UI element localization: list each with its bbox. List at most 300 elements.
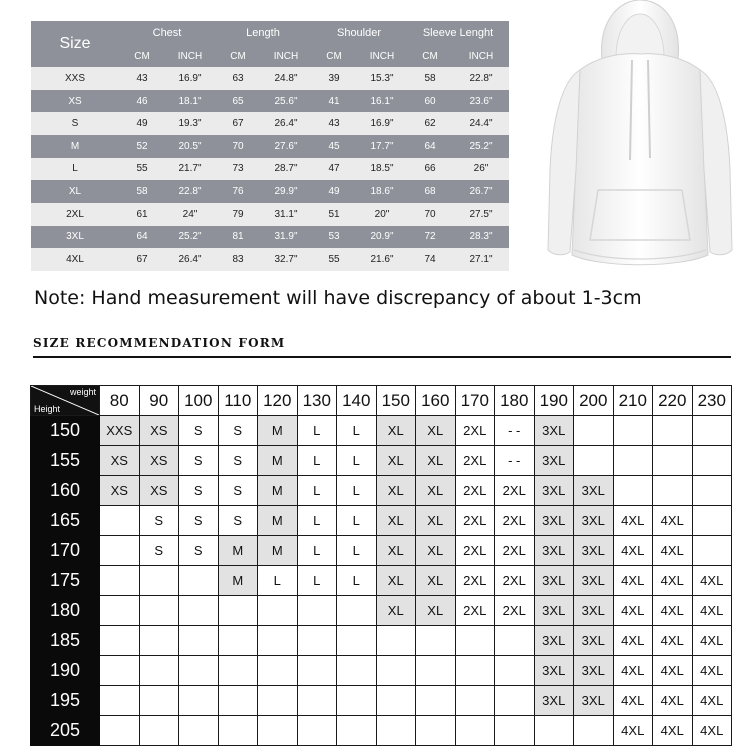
measurement-cell: 63 — [215, 67, 261, 90]
measurement-cell: 26.7" — [453, 180, 509, 203]
height-header: 180 — [31, 596, 100, 626]
measurement-cell: 18.6" — [357, 180, 407, 203]
weight-header: 90 — [139, 386, 179, 416]
size-recommendation-cell: - - — [495, 446, 535, 476]
measurement-cell: 64 — [119, 226, 165, 249]
recommendation-row — [31, 506, 732, 536]
size-recommendation-cell: 4XL — [613, 596, 653, 626]
size-recommendation-cell: XL — [376, 536, 416, 566]
size-recommendation-cell: 3XL — [574, 686, 614, 716]
measurement-cell: 18.5" — [357, 158, 407, 181]
size-recommendation-cell: 3XL — [534, 656, 574, 686]
size-recommendation-cell — [179, 716, 219, 746]
size-recommendation-cell — [297, 686, 337, 716]
unit-header: INCH — [357, 45, 407, 67]
size-recommendation-cell — [653, 476, 693, 506]
size-recommendation-cell — [297, 656, 337, 686]
size-recommendation-cell — [337, 626, 377, 656]
measurement-cell: 24.8" — [261, 67, 311, 90]
recommendation-row — [31, 656, 732, 686]
size-recommendation-cell — [337, 716, 377, 746]
size-recommendation-cell: L — [337, 506, 377, 536]
measurement-cell: 24.4" — [453, 112, 509, 135]
size-recommendation-cell — [139, 656, 179, 686]
weight-axis-label: weight — [69, 387, 96, 397]
size-recommendation-cell: XXS — [100, 416, 140, 446]
size-recommendation-cell: XS — [100, 476, 140, 506]
size-recommendation-cell: 2XL — [495, 506, 535, 536]
size-recommendation-cell — [574, 416, 614, 446]
measurement-cell: 20.9" — [357, 226, 407, 249]
size-recommendation-cell: 3XL — [534, 686, 574, 716]
size-recommendation-cell: XL — [376, 476, 416, 506]
size-recommendation-cell — [100, 716, 140, 746]
group-header-chest: Chest — [119, 21, 215, 45]
measurement-cell: 43 — [311, 112, 357, 135]
size-recommendation-cell: 3XL — [574, 656, 614, 686]
size-recommendation-cell — [337, 656, 377, 686]
size-recommendation-cell: XL — [416, 416, 456, 446]
size-recommendation-cell — [100, 656, 140, 686]
size-cell: 4XL — [31, 248, 119, 271]
size-recommendation-cell — [376, 626, 416, 656]
recommendation-row — [31, 446, 732, 476]
size-recommendation-cell — [139, 686, 179, 716]
weight-header: 180 — [495, 386, 535, 416]
size-recommendation-cell — [455, 656, 495, 686]
size-recommendation-cell — [218, 626, 258, 656]
recommendation-grid — [30, 385, 732, 746]
size-recommendation-cell: 4XL — [653, 596, 693, 626]
size-recommendation-cell — [258, 716, 298, 746]
size-recommendation-cell — [297, 626, 337, 656]
measurement-cell: 72 — [407, 226, 453, 249]
size-recommendation-cell: 3XL — [574, 506, 614, 536]
height-header: 195 — [31, 686, 100, 716]
size-recommendation-cell: XL — [416, 476, 456, 506]
size-recommendation-cell — [495, 686, 535, 716]
measurement-cell: 52 — [119, 135, 165, 158]
measurement-cell: 58 — [119, 180, 165, 203]
weight-header: 120 — [258, 386, 298, 416]
measurement-note: Note: Hand measurement will have discrepancy of about 1-3cm — [34, 287, 642, 309]
unit-header: CM — [119, 45, 165, 67]
size-recommendation-cell: 4XL — [613, 656, 653, 686]
size-recommendation-cell: 3XL — [574, 536, 614, 566]
recommendation-row — [31, 536, 732, 566]
size-chart-row — [31, 180, 509, 203]
measurement-cell: 62 — [407, 112, 453, 135]
size-recommendation-cell: 3XL — [574, 476, 614, 506]
size-recommendation-cell: 4XL — [653, 686, 693, 716]
weight-header-row — [31, 386, 732, 416]
height-axis-label: Height — [34, 404, 61, 414]
size-chart-row — [31, 226, 509, 249]
size-recommendation-cell — [455, 626, 495, 656]
size-recommendation-cell — [653, 446, 693, 476]
size-recommendation-cell: 4XL — [653, 506, 693, 536]
height-header: 165 — [31, 506, 100, 536]
measurement-cell: 67 — [215, 112, 261, 135]
height-header: 205 — [31, 716, 100, 746]
size-recommendation-cell: XL — [376, 446, 416, 476]
size-chart-body — [31, 67, 509, 271]
size-recommendation-cell: 2XL — [495, 536, 535, 566]
size-recommendation-cell — [258, 656, 298, 686]
size-recommendation-cell: 3XL — [534, 506, 574, 536]
measurement-cell: 49 — [311, 180, 357, 203]
size-recommendation-cell — [495, 716, 535, 746]
size-recommendation-cell: 3XL — [534, 416, 574, 446]
measurement-cell: 23.6" — [453, 90, 509, 113]
size-recommendation-cell: XS — [139, 446, 179, 476]
measurement-cell: 45 — [311, 135, 357, 158]
hoodie-image — [540, 0, 740, 280]
measurement-cell: 65 — [215, 90, 261, 113]
size-recommendation-cell — [455, 686, 495, 716]
size-recommendation-cell: 2XL — [455, 416, 495, 446]
size-recommendation-cell: 4XL — [613, 566, 653, 596]
measurement-cell: 51 — [311, 203, 357, 226]
size-recommendation-cell: XS — [139, 476, 179, 506]
size-recommendation-cell: 4XL — [653, 716, 693, 746]
measurement-cell: 73 — [215, 158, 261, 181]
size-chart-row — [31, 90, 509, 113]
weight-header: 140 — [337, 386, 377, 416]
measurement-cell: 68 — [407, 180, 453, 203]
size-recommendation-cell: 4XL — [653, 566, 693, 596]
size-recommendation-cell: XS — [100, 446, 140, 476]
size-recommendation-cell: M — [258, 506, 298, 536]
size-cell: 2XL — [31, 203, 119, 226]
recommendation-row — [31, 626, 732, 656]
measurement-cell: 21.6" — [357, 248, 407, 271]
size-recommendation-cell — [218, 716, 258, 746]
size-recommendation-cell: 4XL — [653, 656, 693, 686]
size-recommendation-cell — [692, 506, 732, 536]
measurement-cell: 28.3" — [453, 226, 509, 249]
size-recommendation-cell: L — [297, 446, 337, 476]
size-recommendation-cell: XL — [416, 536, 456, 566]
recommendation-body — [31, 416, 732, 746]
size-recommendation-cell: L — [297, 506, 337, 536]
size-recommendation-cell — [100, 626, 140, 656]
measurement-cell: 16.9" — [165, 67, 215, 90]
size-recommendation-cell: XL — [416, 446, 456, 476]
size-recommendation-cell — [100, 506, 140, 536]
size-cell: XS — [31, 90, 119, 113]
size-recommendation-cell — [376, 656, 416, 686]
size-recommendation-cell: 4XL — [692, 596, 732, 626]
size-recommendation-cell — [534, 716, 574, 746]
measurement-cell: 60 — [407, 90, 453, 113]
size-recommendation-cell: 4XL — [613, 536, 653, 566]
measurement-cell: 26.4" — [165, 248, 215, 271]
size-recommendation-cell: 3XL — [534, 626, 574, 656]
size-cell: M — [31, 135, 119, 158]
height-header: 175 — [31, 566, 100, 596]
size-recommendation-cell: S — [139, 506, 179, 536]
weight-header: 190 — [534, 386, 574, 416]
measurement-cell: 19.3" — [165, 112, 215, 135]
size-recommendation-cell: 2XL — [495, 566, 535, 596]
size-recommendation-cell: XL — [376, 566, 416, 596]
size-recommendation-cell: M — [258, 536, 298, 566]
recommendation-row — [31, 686, 732, 716]
size-recommendation-cell — [613, 476, 653, 506]
size-recommendation-cell: XL — [376, 596, 416, 626]
measurement-cell: 27.5" — [453, 203, 509, 226]
measurement-cell: 28.7" — [261, 158, 311, 181]
size-recommendation-cell: L — [258, 566, 298, 596]
measurement-cell: 22.8" — [165, 180, 215, 203]
size-recommendation-cell — [613, 416, 653, 446]
size-recommendation-cell — [574, 446, 614, 476]
size-recommendation-cell — [258, 626, 298, 656]
size-recommendation-cell: M — [258, 446, 298, 476]
title-underline — [33, 356, 731, 358]
size-recommendation-cell: 3XL — [534, 476, 574, 506]
recommendation-row — [31, 716, 732, 746]
measurement-cell: 25.6" — [261, 90, 311, 113]
measurement-cell: 46 — [119, 90, 165, 113]
size-recommendation-cell: S — [179, 476, 219, 506]
weight-header: 100 — [179, 386, 219, 416]
size-recommendation-cell: S — [179, 446, 219, 476]
size-recommendation-cell: 2XL — [495, 596, 535, 626]
unit-header: CM — [407, 45, 453, 67]
size-recommendation-cell: 4XL — [692, 566, 732, 596]
size-recommendation-cell: XL — [416, 596, 456, 626]
measurement-cell: 32.7" — [261, 248, 311, 271]
weight-header: 150 — [376, 386, 416, 416]
size-recommendation-cell — [416, 656, 456, 686]
size-recommendation-cell — [179, 566, 219, 596]
measurement-cell: 21.7" — [165, 158, 215, 181]
size-recommendation-cell — [179, 686, 219, 716]
measurement-cell: 20" — [357, 203, 407, 226]
size-recommendation-cell — [258, 686, 298, 716]
size-recommendation-cell: M — [258, 416, 298, 446]
measurement-cell: 53 — [311, 226, 357, 249]
size-recommendation-cell: L — [337, 446, 377, 476]
size-recommendation-cell: 2XL — [455, 566, 495, 596]
size-recommendation-cell: L — [297, 536, 337, 566]
size-recommendation-cell: 4XL — [613, 506, 653, 536]
measurement-cell: 16.9" — [357, 112, 407, 135]
size-header: Size — [31, 21, 119, 67]
measurement-cell: 83 — [215, 248, 261, 271]
height-header: 155 — [31, 446, 100, 476]
size-recommendation-cell — [376, 716, 416, 746]
measurement-cell: 25.2" — [453, 135, 509, 158]
size-recommendation-cell: S — [139, 536, 179, 566]
size-recommendation-cell: XL — [376, 506, 416, 536]
measurement-cell: 55 — [311, 248, 357, 271]
size-cell: L — [31, 158, 119, 181]
size-recommendation-cell — [574, 716, 614, 746]
measurement-cell: 70 — [215, 135, 261, 158]
height-header: 170 — [31, 536, 100, 566]
size-recommendation-cell — [218, 596, 258, 626]
measurement-cell: 49 — [119, 112, 165, 135]
weight-header: 80 — [100, 386, 140, 416]
measurement-cell: 81 — [215, 226, 261, 249]
size-recommendation-cell: 4XL — [692, 716, 732, 746]
size-recommendation-cell: L — [337, 566, 377, 596]
size-recommendation-cell: S — [179, 536, 219, 566]
weight-header: 210 — [613, 386, 653, 416]
size-recommendation-cell: 4XL — [653, 626, 693, 656]
measurement-cell: 16.1" — [357, 90, 407, 113]
size-recommendation-cell: 4XL — [653, 536, 693, 566]
measurement-cell: 17.7" — [357, 135, 407, 158]
unit-header: INCH — [453, 45, 509, 67]
size-recommendation-cell: 4XL — [692, 626, 732, 656]
size-cell: S — [31, 112, 119, 135]
size-recommendation-cell — [653, 416, 693, 446]
size-cell: XL — [31, 180, 119, 203]
size-recommendation-cell: XS — [139, 416, 179, 446]
size-chart-row — [31, 248, 509, 271]
size-recommendation-cell — [337, 596, 377, 626]
size-chart-row — [31, 203, 509, 226]
measurement-cell: 26" — [453, 158, 509, 181]
recommendation-row — [31, 566, 732, 596]
size-recommendation-cell: 4XL — [692, 686, 732, 716]
size-recommendation-cell — [692, 536, 732, 566]
size-recommendation-cell — [297, 596, 337, 626]
size-recommendation-cell: 2XL — [455, 446, 495, 476]
size-recommendation-cell — [416, 626, 456, 656]
size-recommendation-cell — [139, 596, 179, 626]
size-recommendation-cell: L — [337, 536, 377, 566]
corner-cell — [31, 386, 100, 416]
measurement-cell: 18.1" — [165, 90, 215, 113]
size-cell: XXS — [31, 67, 119, 90]
size-recommendation-cell — [495, 626, 535, 656]
size-recommendation-cell: 3XL — [534, 536, 574, 566]
size-chart-head — [31, 21, 509, 67]
recommendation-title: SIZE RECOMMENDATION FORM — [33, 336, 286, 350]
measurement-cell: 43 — [119, 67, 165, 90]
size-recommendation-cell — [100, 686, 140, 716]
size-recommendation-cell — [218, 686, 258, 716]
height-header: 185 — [31, 626, 100, 656]
size-recommendation-cell: 2XL — [455, 506, 495, 536]
size-recommendation-cell — [692, 416, 732, 446]
size-recommendation-cell: L — [337, 476, 377, 506]
size-recommendation-cell: 2XL — [495, 476, 535, 506]
size-chart-row — [31, 67, 509, 90]
measurement-cell: 70 — [407, 203, 453, 226]
group-header-length: Length — [215, 21, 311, 45]
size-recommendation-cell — [455, 716, 495, 746]
measurement-cell: 29.9" — [261, 180, 311, 203]
size-recommendation-cell — [613, 446, 653, 476]
size-recommendation-cell: L — [297, 566, 337, 596]
weight-header: 130 — [297, 386, 337, 416]
size-recommendation-cell: S — [218, 446, 258, 476]
size-recommendation-cell — [179, 596, 219, 626]
weight-header: 200 — [574, 386, 614, 416]
size-recommendation-cell — [416, 716, 456, 746]
measurement-cell: 61 — [119, 203, 165, 226]
size-chart-row — [31, 158, 509, 181]
size-recommendation-cell: 4XL — [692, 656, 732, 686]
recommendation-row — [31, 476, 732, 506]
size-recommendation-cell — [179, 626, 219, 656]
measurement-cell: 25.2" — [165, 226, 215, 249]
size-recommendation-cell: M — [258, 476, 298, 506]
size-recommendation-cell: L — [297, 476, 337, 506]
size-recommendation-cell — [376, 686, 416, 716]
size-recommendation-cell — [100, 536, 140, 566]
size-recommendation-cell: - - — [495, 416, 535, 446]
size-recommendation-cell — [100, 596, 140, 626]
measurement-cell: 67 — [119, 248, 165, 271]
measurement-cell: 27.1" — [453, 248, 509, 271]
size-recommendation-cell — [337, 686, 377, 716]
size-recommendation-cell: 3XL — [574, 596, 614, 626]
size-recommendation-cell: 3XL — [534, 446, 574, 476]
size-recommendation-cell — [495, 656, 535, 686]
size-recommendation-cell — [139, 716, 179, 746]
size-recommendation-cell — [258, 596, 298, 626]
size-recommendation-cell: XL — [416, 506, 456, 536]
measurement-cell: 20.5" — [165, 135, 215, 158]
size-recommendation-cell — [139, 566, 179, 596]
group-header-shoulder: Shoulder — [311, 21, 407, 45]
size-recommendation-cell: L — [337, 416, 377, 446]
unit-header: INCH — [165, 45, 215, 67]
unit-header: INCH — [261, 45, 311, 67]
size-recommendation-cell: S — [179, 506, 219, 536]
weight-header: 110 — [218, 386, 258, 416]
size-recommendation-cell — [297, 716, 337, 746]
unit-header: CM — [311, 45, 357, 67]
size-recommendation-cell: 4XL — [613, 626, 653, 656]
weight-header: 220 — [653, 386, 693, 416]
measurement-cell: 39 — [311, 67, 357, 90]
measurement-cell: 31.9" — [261, 226, 311, 249]
size-recommendation-cell: 2XL — [455, 536, 495, 566]
size-chart-row — [31, 135, 509, 158]
measurement-cell: 74 — [407, 248, 453, 271]
weight-header: 170 — [455, 386, 495, 416]
size-recommendation-cell — [416, 686, 456, 716]
height-header: 160 — [31, 476, 100, 506]
measurement-cell: 66 — [407, 158, 453, 181]
unit-header: CM — [215, 45, 261, 67]
size-chart-table — [31, 21, 509, 271]
size-recommendation-cell — [692, 446, 732, 476]
measurement-cell: 64 — [407, 135, 453, 158]
size-recommendation-cell: S — [218, 416, 258, 446]
size-recommendation-cell: L — [297, 416, 337, 446]
measurement-cell: 15.3" — [357, 67, 407, 90]
recommendation-row — [31, 416, 732, 446]
measurement-cell: 41 — [311, 90, 357, 113]
group-header-sleeve: Sleeve Lenght — [407, 21, 509, 45]
size-recommendation-cell: XL — [416, 566, 456, 596]
measurement-cell: 47 — [311, 158, 357, 181]
size-recommendation-cell — [139, 626, 179, 656]
measurement-cell: 24" — [165, 203, 215, 226]
size-recommendation-cell: XL — [376, 416, 416, 446]
measurement-cell: 22.8" — [453, 67, 509, 90]
size-chart-row — [31, 112, 509, 135]
